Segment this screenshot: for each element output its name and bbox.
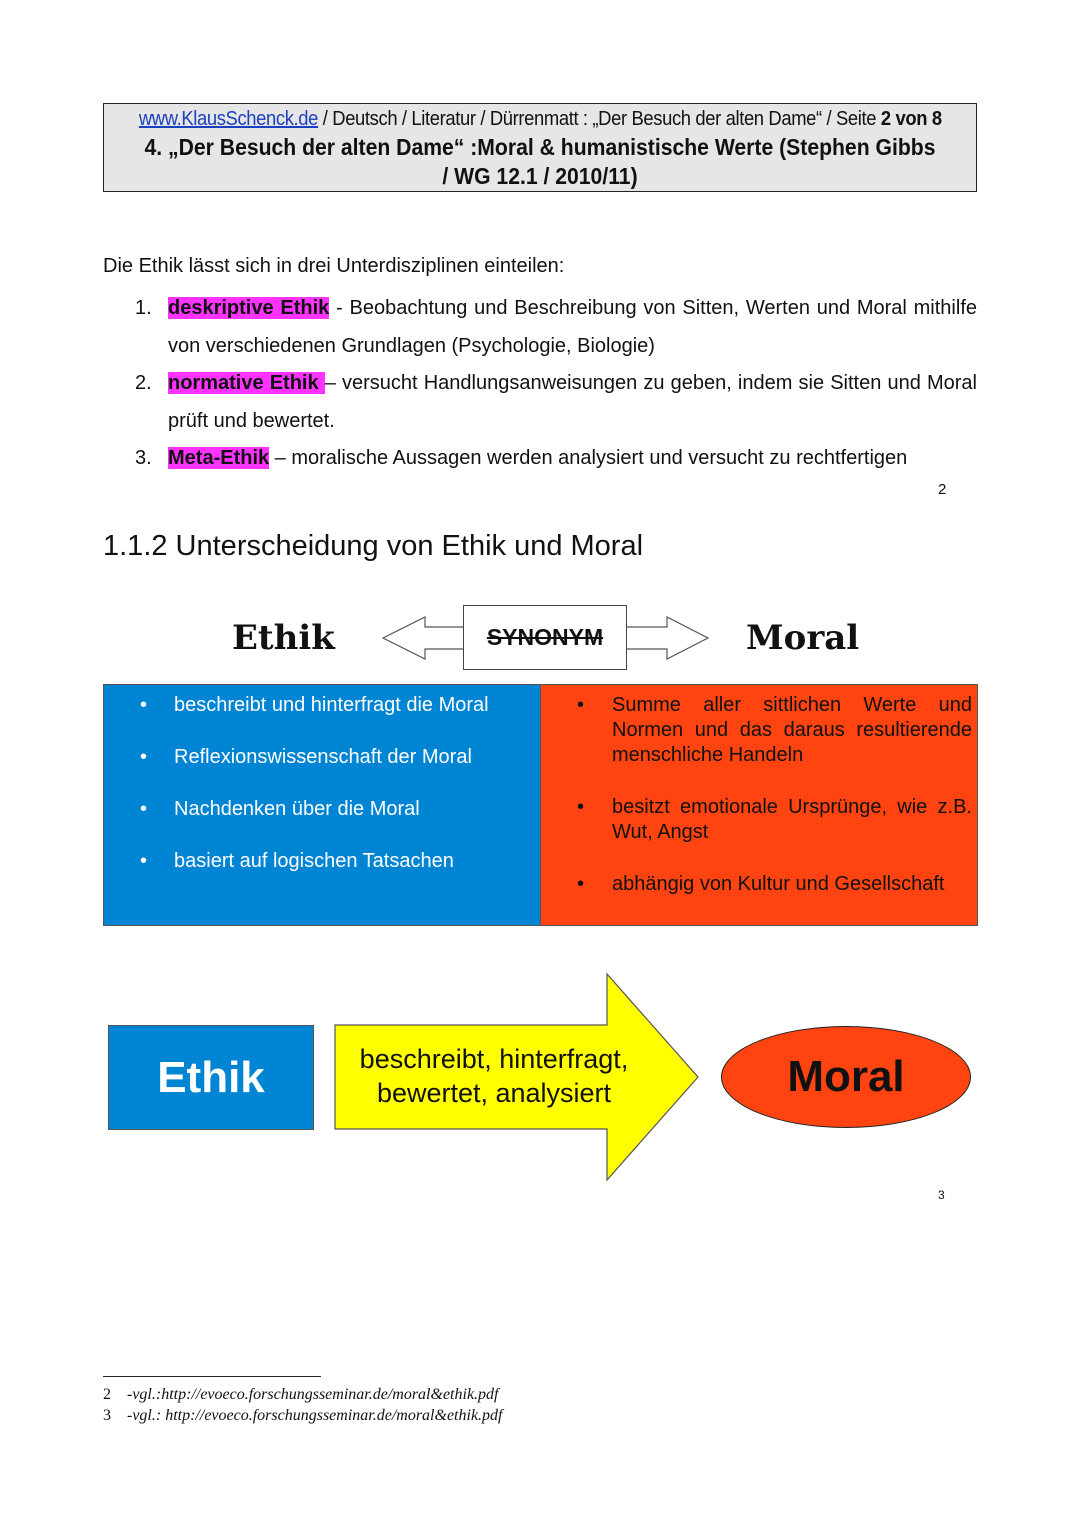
ethik-point: • Reflexionswissenschaft der Moral <box>104 737 540 789</box>
document-header <box>103 103 977 192</box>
discipline-list <box>135 290 977 478</box>
list-number: 2. <box>135 372 152 394</box>
list-text: – moralische Aussagen werden analysiert und versucht zu rechtfertigen <box>269 447 908 469</box>
page-total: 8 <box>931 108 942 130</box>
list-item <box>135 290 977 365</box>
breadcrumb-path: / Deutsch / Literatur / Dürrenmatt : „Der Besuch der alten Dame“ / Seite <box>318 108 881 130</box>
footnote-number: 3 <box>103 1407 111 1424</box>
page-separator: von <box>890 108 932 130</box>
moral-heading: Moral <box>746 618 860 658</box>
list-item <box>135 440 977 478</box>
highlighted-term: normative Ethik <box>168 372 325 394</box>
footnote-text: -vgl.:http://evoeco.forschungsseminar.de/moral&ethik.pdf <box>127 1386 499 1403</box>
arrow-text-line: beschreibt, hinterfragt, <box>359 1044 629 1074</box>
moral-oval: Moral <box>721 1026 971 1128</box>
moral-point: • Summe aller sittlichen Werte und Normen und das daraus resultierende menschliche Handeln <box>541 693 977 768</box>
comparison-table <box>103 684 978 926</box>
list-item <box>135 365 977 440</box>
site-link[interactable]: www.KlausSchenck.de <box>138 108 319 130</box>
footnote <box>103 1405 502 1426</box>
ethik-point: • Nachdenken über die Moral <box>104 789 540 841</box>
ethik-heading: Ethik <box>232 618 335 658</box>
list-number: 1. <box>135 297 152 319</box>
ethik-point: • beschreibt und hinterfragt die Moral <box>104 685 540 737</box>
footnote-divider <box>103 1376 321 1377</box>
moral-point: • besitzt emotionale Ursprünge, wie z.B. Wut, Angst <box>541 795 977 845</box>
list-number: 3. <box>135 447 152 469</box>
footnote <box>103 1384 502 1405</box>
arrow-text <box>336 1042 652 1110</box>
arrow-text-line: bewertet, analysiert <box>376 1078 612 1108</box>
ethik-box: Ethik <box>108 1025 314 1130</box>
highlighted-term: deskriptive Ethik <box>168 297 330 319</box>
moral-column <box>541 685 977 925</box>
footnotes <box>103 1384 502 1426</box>
moral-point: • abhängig von Kultur und Gesellschaft <box>541 872 977 897</box>
header-title: 4. „Der Besuch der alten Dame“ :Moral & humanistische Werte (Stephen Gibbs / WG 12.1 / 2010/11) <box>144 134 936 189</box>
highlighted-term: Meta-Ethik <box>168 447 270 469</box>
list-text: - Beobachtung und Beschreibung von Sitten, Werten und Moral mithilfe von verschiedenen Grundlagen (Psychologie, Biologie) <box>168 297 977 357</box>
list-text: – versucht Handlungsanweisungen zu geben, indem sie Sitten und Moral prüft und bewertet. <box>168 372 977 432</box>
footnote-number: 2 <box>103 1386 111 1403</box>
section-title: 1.1.2 Unterscheidung von Ethik und Moral <box>103 530 644 562</box>
footnote-text: -vgl.: http://evoeco.forschungsseminar.de/moral&ethik.pdf <box>127 1407 503 1424</box>
page-current: 2 <box>880 108 891 130</box>
footnote-reference: 2 <box>938 481 947 498</box>
synonym-box: SYNONYM <box>463 605 627 670</box>
ethik-column <box>104 685 541 925</box>
intro-text: Die Ethik lässt sich in drei Unterdisziplinen einteilen: <box>103 255 565 277</box>
ethik-point: • basiert auf logischen Tatsachen <box>104 841 540 893</box>
header-breadcrumb <box>139 108 941 131</box>
footnote-reference: 3 <box>938 1188 945 1202</box>
